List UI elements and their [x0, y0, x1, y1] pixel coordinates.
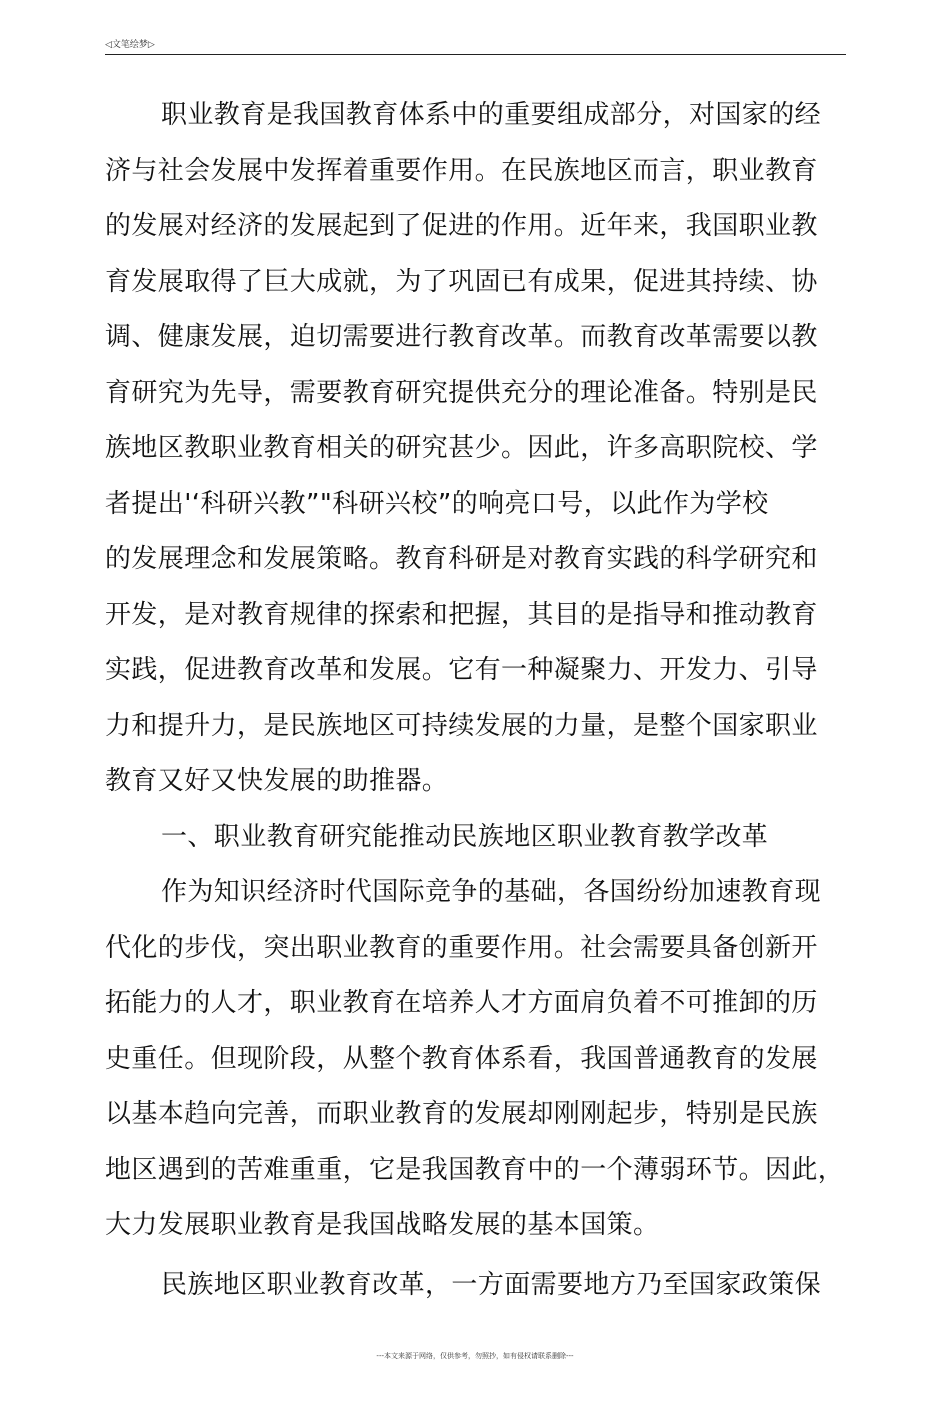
paragraph-line: 者提出'‘科研兴教”"科研兴校”的响亮口号，以此作为学校 — [105, 488, 769, 519]
header-label: ◁文笔绘梦▷ — [105, 40, 155, 50]
paragraph-line: 代化的步伐，突出职业教育的重要作用。社会需要具备创新开 — [105, 932, 818, 963]
paragraph-line: 史重任。但现阶段，从整个教育体系看，我国普通教育的发展 — [105, 1043, 818, 1074]
paragraph-line: 的发展理念和发展策略。教育科研是对教育实践的科学研究和 — [105, 544, 818, 574]
paragraph-line: 的发展对经济的发展起到了促进的作用。近年来，我国职业教 — [105, 211, 818, 241]
paragraph-line: 育发展取得了巨大成就，为了巩固已有成果，促进其持续、协 — [105, 266, 818, 297]
paragraph-line: 济与社会发展中发挥着重要作用。在民族地区而言，职业教育 — [105, 155, 818, 186]
paragraph-line: 大力发展职业教育是我国战略发展的基本国策。 — [105, 1210, 660, 1240]
paragraph-line: 拓能力的人才，职业教育在培养人才方面肩负着不可推卸的历 — [105, 988, 818, 1018]
paragraph-line: 教育又好又快发展的助推器。 — [105, 766, 449, 796]
paragraph-line: 职业教育是我国教育体系中的重要组成部分，对国家的经 — [161, 100, 822, 130]
paragraph-line: 民族地区职业教育改革，一方面需要地方乃至国家政策保 — [161, 1269, 822, 1300]
paragraph-line: 以基本趋向完善，而职业教育的发展却刚刚起步，特别是民族 — [105, 1099, 818, 1129]
page-header — [105, 38, 846, 55]
paragraph-line: 族地区教职业教育相关的研究甚少。因此，许多高职院校、学 — [105, 433, 818, 463]
paragraph-line: 调、健康发展，迫切需要进行教育改革。而教育改革需要以教 — [105, 322, 818, 352]
page-footer: ---本文来源于网络，仅供参考，勿照抄，如有侵权请联系删除--- — [376, 1352, 574, 1360]
paragraph-line: 作为知识经济时代国际竞争的基础，各国纷纷加速教育现 — [161, 877, 822, 907]
paragraph-line: 育研究为先导，需要教育研究提供充分的理论准备。特别是民 — [105, 377, 818, 408]
section-heading: 一、职业教育研究能推动民族地区职业教育教学改革 — [161, 821, 769, 852]
document-body — [105, 88, 850, 1313]
paragraph-line: 开发，是对教育规律的探索和把握，其目的是指导和推动教育 — [105, 599, 818, 630]
paragraph-line: 力和提升力，是民族地区可持续发展的力量，是整个国家职业 — [105, 710, 818, 741]
paragraph-line: 实践，促进教育改革和发展。它有一种凝聚力、开发力、引导 — [105, 655, 818, 685]
paragraph-line: 地区遇到的苦难重重，它是我国教育中的一个薄弱环节。因此， — [105, 1154, 845, 1185]
